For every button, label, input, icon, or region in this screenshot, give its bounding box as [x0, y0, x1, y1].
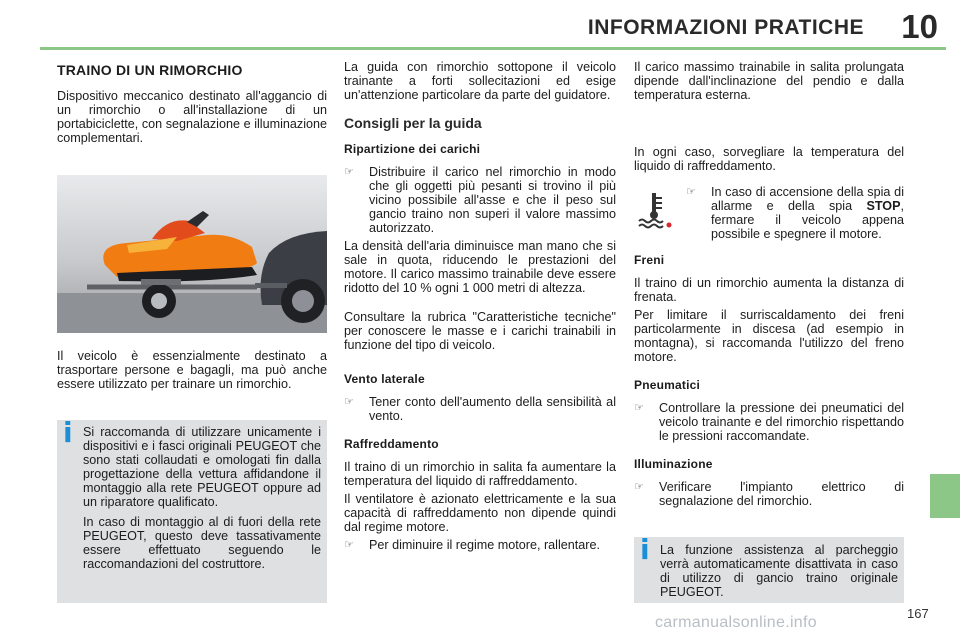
- intro-paragraph: La guida con rimorchio sottopone il veicolo trainante a forti sollecitazioni ed esige un'attenzione particolare da parte del guidatore.: [344, 60, 616, 102]
- paragraph: La densità dell'aria diminuisce man mano che si sale in quota, riducendo le prestazioni del motore. Il carico massimo trainabile deve essere ridotto del 10 % ogni 1 000 metri di altezza.: [344, 239, 616, 295]
- paragraph: Il traino di un rimorchio aumenta la distanza di frenata.: [634, 276, 904, 304]
- heading-side-wind: Vento laterale: [344, 372, 425, 386]
- column-right: [634, 60, 904, 512]
- pointing-hand-icon: ☞: [686, 186, 696, 198]
- bullet-item: [686, 185, 904, 241]
- paragraph: Il ventilatore è azionato elettricamente e la sua capacità di raffreddamento non dipende quindi dal regime motore.: [344, 492, 616, 534]
- info-icon: i: [640, 533, 650, 566]
- column-left: [57, 60, 327, 394]
- bullet-text: In caso di accensione della spia di allarme e della spia STOP, fermare il veicolo appena possibile e spegnere il motore.: [711, 185, 904, 241]
- info-paragraph: Si raccomanda di utilizzare unicamente i dispositivi e i fasci originali PEUGEOT che sono stati collaudati e omologati fin dalla progettazione della vettura affidandone il montaggio alla rete PEUGEOT oppure ad un riparatore qualificato.: [83, 425, 321, 509]
- heading-tyres: Pneumatici: [634, 378, 701, 392]
- info-paragraph: In caso di montaggio al di fuori della rete PEUGEOT, questo deve tassativamente essere effettuato seguendo le raccomandazioni del costruttore.: [83, 515, 321, 571]
- paragraph: In ogni caso, sorvegliare la temperatura del liquido di raffreddamento.: [634, 145, 904, 173]
- chapter-number: 10: [901, 8, 938, 45]
- column-middle: [344, 60, 616, 556]
- bullet-item: [344, 395, 616, 423]
- pointing-hand-icon: ☞: [634, 402, 644, 414]
- chapter-title: INFORMAZIONI PRATICHE: [587, 16, 864, 39]
- heading-cooling: Raffreddamento: [344, 437, 439, 451]
- bullet-item: [634, 480, 904, 508]
- subsection-title: Consigli per la guida: [344, 115, 482, 131]
- coolant-warning: [634, 185, 904, 241]
- pointing-hand-icon: ☞: [344, 539, 354, 551]
- heading-load-distribution: Ripartizione dei carichi: [344, 142, 481, 156]
- bullet-text: Controllare la pressione dei pneumatici del veicolo trainante e del rimorchio rispettando le pressioni raccomandate.: [659, 401, 904, 443]
- info-box-parking-assist: [634, 533, 904, 603]
- paragraph: Il traino di un rimorchio in salita fa aumentare la temperatura del liquido di raffreddamento.: [344, 460, 616, 488]
- info-paragraph: La funzione assistenza al parcheggio verrà automaticamente disattivata in caso di utilizzo di gancio traino originale PEUGEOT.: [660, 543, 898, 599]
- info-icon: i: [63, 416, 73, 449]
- usage-paragraph: Il veicolo è essenzialmente destinato a trasportare persone e bagagli, ma può anche essere utilizzato per trainare un rimorchio.: [57, 349, 327, 391]
- heading-lighting: Illuminazione: [634, 457, 713, 471]
- watermark: carmanualsonline.info: [655, 614, 817, 631]
- bullet-text: Distribuire il carico nel rimorchio in modo che gli oggetti più pesanti si trovino il più vicino possibile all'asse e che il peso sul gancio traino non superi il valore massimo autorizzato.: [369, 165, 616, 235]
- section-title: TRAINO DI UN RIMORCHIO: [57, 62, 243, 78]
- bullet-item: [344, 538, 616, 552]
- paragraph: Il carico massimo trainabile in salita prolungata dipende dall'inclinazione del pendio e dalla temperatura esterna.: [634, 60, 904, 102]
- header-divider: [40, 47, 946, 50]
- bullet-item: [344, 165, 616, 235]
- bullet-item: [634, 401, 904, 443]
- intro-paragraph: Dispositivo meccanico destinato all'aggancio di un rimorchio o all'installazione di un portabiciclette, con segnalazione e illuminazione complementari.: [57, 89, 327, 145]
- heading-brakes: Freni: [634, 253, 665, 267]
- pointing-hand-icon: ☞: [634, 481, 644, 493]
- paragraph: Consultare la rubrica "Caratteristiche tecniche" per conoscere le masse e i carichi trainabili in funzione del tipo di veicolo.: [344, 310, 616, 352]
- pointing-hand-icon: ☞: [344, 396, 354, 408]
- bullet-text: Verificare l'impianto elettrico di segnalazione del rimorchio.: [659, 480, 904, 508]
- info-box-original-parts: [57, 416, 327, 603]
- chapter-side-tab[interactable]: [930, 474, 960, 518]
- paragraph: Per limitare il surriscaldamento dei freni particolarmente in discesa (ad esempio in montagna), si raccomanda l'utilizzo del freno motore.: [634, 308, 904, 364]
- page-number: 167: [907, 606, 929, 621]
- pointing-hand-icon: ☞: [344, 166, 354, 178]
- coolant-temperature-icon: [636, 191, 672, 229]
- bullet-text: Per diminuire il regime motore, rallentare.: [369, 538, 600, 552]
- jetski-trailer-photo: [57, 175, 327, 333]
- bullet-text: Tener conto dell'aumento della sensibilità al vento.: [369, 395, 616, 423]
- stop-label: STOP: [866, 199, 901, 213]
